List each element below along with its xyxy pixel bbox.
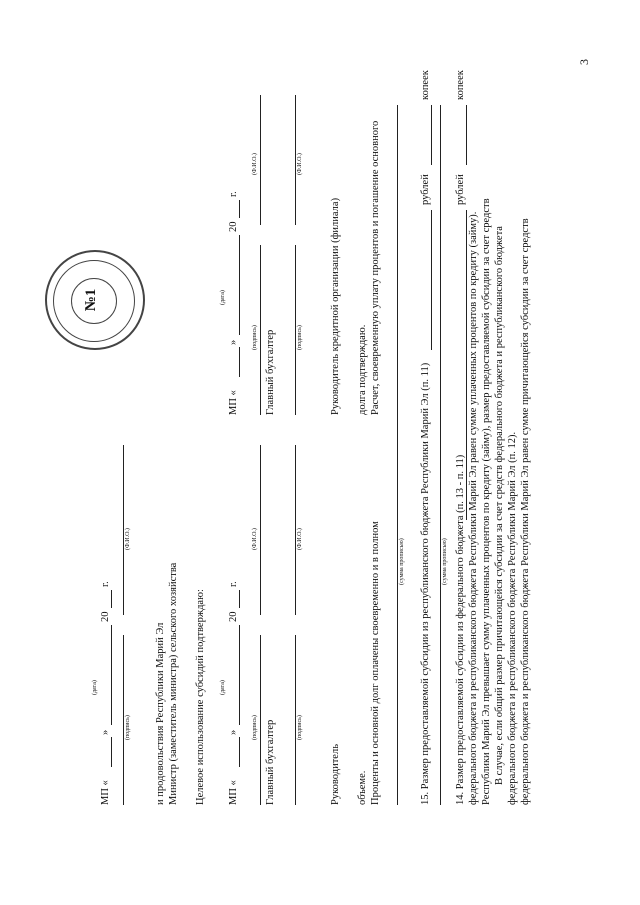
bottom-year-suffix: г. [100,581,111,587]
item-15: 15. Размер предоставляемой субсидии из республиканского бюджета Республики Марий Эл (п. 11) [420,362,431,805]
left-mp: МП « [228,780,239,805]
intro-line-1: федерального бюджета и республиканского бюджета Республики Марий Эл равен сумме причитающейся субсидии за счет средств [520,218,531,805]
bottom-minister-1: Министр (заместитель министра) сельского хозяйства [168,562,179,805]
left-day-line [239,737,240,767]
right-acc-sign-caption: (подпись) [252,325,258,350]
right-year-prefix: 20 [228,221,239,232]
right-head-sign-caption: (подпись) [297,325,303,350]
right-para-2: долга подтверждаю. [357,324,368,415]
item-14: 14. Размер предоставляемой субсидии из федерального бюджета (п. 13 - п. 11) [455,454,466,805]
right-year-line [239,200,240,218]
bottom-year-line [111,590,112,608]
bottom-date-caption: (дата) [92,680,98,695]
left-head-label: Руководитель [330,744,341,805]
bottom-month-line [111,625,112,725]
left-acc-fio-line [260,445,261,615]
left-year-line [239,590,240,608]
item-15-rub: рублей [420,174,431,205]
right-head-sign-line [295,245,296,415]
left-year-prefix: 20 [228,611,239,622]
item-15-caption: (сумма прописью) [399,538,405,585]
item-14-rub-line [466,105,467,165]
item-15-second-line [397,105,398,805]
bottom-fio-line [123,445,124,615]
bottom-day-line [111,737,112,767]
item-14-kop: копеек [455,70,466,100]
official-seal [45,250,145,350]
right-accountant-label: Главный бухгалтер [265,329,276,415]
intro-line-5: федерального бюджета и республиканского бюджета Республики Марий Эл равен сумме уплаченных процентов по кредиту (займу). [468,211,479,805]
left-date-caption: (дата) [220,680,226,695]
intro-line-4: Республики Марий Эл превышает сумму уплаченных процентов по кредиту (займу), размер предоставляемой субсидии за счет средств [481,198,492,805]
item-15-line [431,210,432,350]
right-acc-fio-line [260,95,261,225]
bottom-quote-close: » [100,729,111,735]
left-acc-sign-line [260,635,261,805]
bottom-fio-caption: (Ф.И.О.) [125,528,131,550]
left-accountant-label: Главный бухгалтер [265,719,276,805]
right-quote-close: » [228,339,239,345]
left-head-sign-caption: (подпись) [297,715,303,740]
item-14-caption: (сумма прописью) [442,538,448,585]
item-14-line [466,210,467,520]
item-15-rub-line [431,105,432,165]
right-day-line [239,347,240,377]
right-head-fio-line [295,95,296,225]
left-acc-sign-caption: (подпись) [252,715,258,740]
right-mp: МП « [228,390,239,415]
left-quote-close: » [228,729,239,735]
left-head-sign-line [295,635,296,805]
left-month-line [239,625,240,725]
item-14-second-line [440,105,441,805]
bottom-mp: МП « [100,780,111,805]
item-15-kop: копеек [420,70,431,100]
left-para: Проценты и основной долг оплачены своевременно и в полном [370,521,381,805]
bottom-year-prefix: 20 [100,611,111,622]
right-acc-sign-line [260,245,261,415]
left-para-2: объеме. [357,770,368,805]
bottom-confirm: Целевое использование субсидий подтверждаю: [195,589,206,805]
right-month-line [239,235,240,335]
right-year-suffix: г. [228,191,239,197]
right-acc-fio-caption: (Ф.И.О.) [252,153,258,175]
intro-line-2: федерального бюджета и республиканского бюджета Республики Марий Эл (п. 12). [507,431,518,805]
left-head-fio-caption: (Ф.И.О.) [297,528,303,550]
right-date-caption: (дата) [220,290,226,305]
left-acc-fio-caption: (Ф.И.О.) [252,528,258,550]
bottom-sign-caption: (подпись) [125,715,131,740]
bottom-minister-2: и продовольствия Республики Марий Эл [155,622,166,805]
bottom-sign-line [123,635,124,805]
left-year-suffix: г. [228,581,239,587]
left-head-fio-line [295,445,296,615]
right-head-fio-caption: (Ф.И.О.) [297,153,303,175]
item-14-rub: рублей [455,174,466,205]
page-number: 3 [577,59,591,65]
right-para: Расчет, своевременную уплату процентов и погашение основного [370,120,381,415]
intro-line-3: В случае, если общий размер причитающейся субсидии за счет средств федерального бюджета и республиканского бюджета [494,226,505,785]
right-head-label: Руководитель кредитной организации (филиала) [330,197,341,415]
seal-number: №1 [83,288,99,312]
